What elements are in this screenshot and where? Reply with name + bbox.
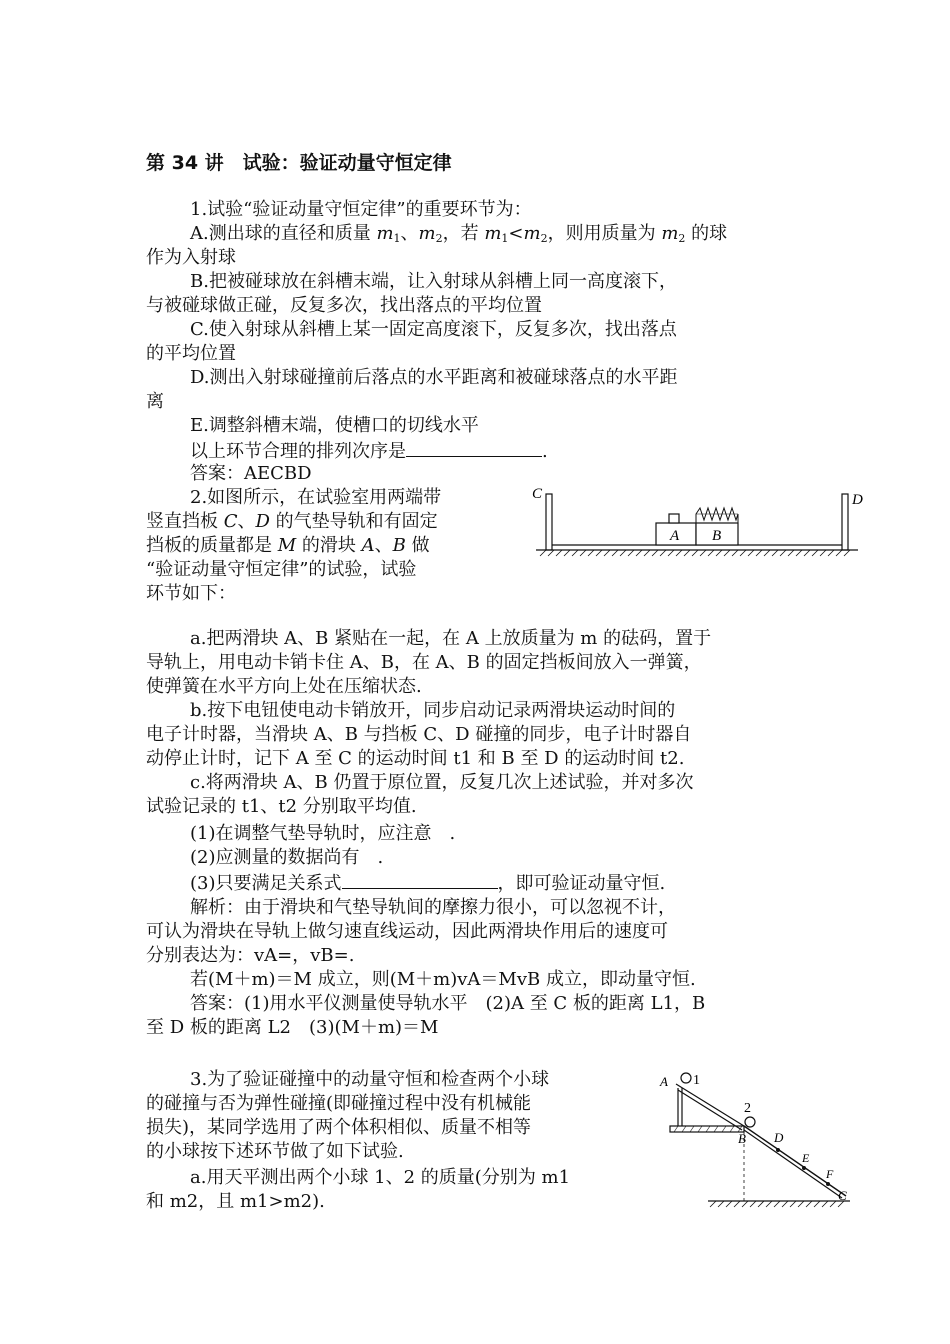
incline-figure bbox=[656, 1068, 856, 1214]
q2-step-c-cont: 试验记录的 t1、t2 分别取平均值. bbox=[146, 796, 417, 817]
q3-stem: 3.为了验证碰撞中的动量守恒和检查两个小球 bbox=[190, 1069, 550, 1090]
q1-option-c: C.使入射球从斜槽上某一固定高度滚下，反复多次，找出落点 bbox=[190, 319, 677, 340]
q3-stem-cont: 的小球按下述环节做了如下试验. bbox=[146, 1141, 404, 1162]
q2-stem-line: 挡板的质量都是 M 的滑块 A、B 做 bbox=[146, 535, 430, 556]
label-e: E bbox=[802, 1151, 810, 1165]
q1-option-d-cont: 离 bbox=[146, 391, 164, 412]
q2-solution: 解析：由于滑块和气垫导轨间的摩擦力很小，可以忽视不计， bbox=[190, 897, 676, 918]
q2-part-1: (1)在调整气垫导轨时，应注意 . bbox=[190, 823, 456, 844]
answer-blank bbox=[406, 438, 542, 457]
q1-answer: 答案：AECBD bbox=[190, 463, 312, 484]
label-b: B bbox=[712, 528, 722, 544]
label-c: C bbox=[838, 1188, 847, 1203]
q2-answer-cont: 至 D 板的距离 L2 (3)(M＋m)＝M bbox=[146, 1017, 439, 1038]
q1-option-c-cont: 的平均位置 bbox=[146, 343, 236, 364]
q3-step-a-cont: 和 m2，且 m1>m2). bbox=[146, 1191, 325, 1212]
q2-step-b-cont: 电子计时器，当滑块 A、B 与挡板 C、D 碰撞的同步，电子计时器自 bbox=[146, 724, 692, 745]
q2-solution-cont: 若(M＋m)＝M 成立，则(M＋m)vA＝MvB 成立，即动量守恒. bbox=[190, 969, 696, 990]
q1-option-d: D.测出入射球碰撞前后落点的水平距离和被碰球落点的水平距 bbox=[190, 367, 678, 388]
q2-part-3: (3)只要满足关系式 ，即可验证动量守恒. bbox=[190, 870, 665, 896]
q2-solution-cont: 可认为滑块在导轨上做匀速直线运动，因此两滑块作用后的速度可 bbox=[146, 921, 668, 942]
label-ball-1: 1 bbox=[693, 1073, 700, 1088]
q2-part-2: (2)应测量的数据尚有 . bbox=[190, 847, 384, 868]
label-b: B bbox=[738, 1131, 746, 1146]
q3-step-a: a.用天平测出两个小球 1、2 的质量(分别为 m1 bbox=[190, 1167, 571, 1188]
q2-stem-line: 2.如图所示，在试验室用两端带 bbox=[190, 487, 442, 508]
q1-option-b: B.把被碰球放在斜槽末端，让入射球从斜槽上同一高度滚下， bbox=[190, 271, 677, 292]
label-d: D bbox=[774, 1130, 784, 1145]
answer-blank bbox=[342, 870, 498, 889]
q2-step-b: b.按下电钮使电动卡销放开，同步启动记录两滑块运动时间的 bbox=[190, 700, 676, 721]
q2-step-c: c.将两滑块 A、B 仍置于原位置，反复几次上述试验，并对多次 bbox=[190, 772, 694, 793]
q2-answer: 答案：(1)用水平仪测量使导轨水平 (2)A 至 C 板的距离 L1，B bbox=[190, 993, 706, 1014]
label-a: A bbox=[660, 1074, 668, 1089]
q2-step-b-cont: 动停止计时，记下 A 至 C 的运动时间 t1 和 B 至 D 的运动时间 t2. bbox=[146, 748, 685, 769]
q1-order-question: 以上环节合理的排列次序是 . bbox=[190, 438, 548, 464]
air-track-figure bbox=[528, 482, 868, 564]
q1-option-a-cont: 作为入射球 bbox=[146, 247, 236, 268]
q1-option-b-cont: 与被碰球做正碰，反复多次，找出落点的平均位置 bbox=[146, 295, 542, 316]
q2-stem-line: “验证动量守恒定律”的试验，试验 bbox=[146, 559, 417, 580]
q2-solution-cont: 分别表达为：vA=，vB=. bbox=[146, 945, 355, 966]
label-d: D bbox=[852, 492, 863, 508]
label-ball-2: 2 bbox=[744, 1101, 751, 1116]
page-title: 第 34 讲 试验：验证动量守恒定律 bbox=[146, 152, 452, 174]
q2-stem-line: 环节如下： bbox=[146, 583, 236, 604]
q2-stem-line: 竖直挡板 C、D 的气垫导轨和有固定 bbox=[146, 511, 438, 532]
q3-stem-cont: 损失)，某同学选用了两个体积相似、质量不相等 bbox=[146, 1117, 532, 1138]
q1-option-a: A.测出球的直径和质量 $m_1$、$m_2$，若 $m_1<m_2$，则用质量为 $m_2$ 的球 bbox=[190, 223, 728, 245]
q2-step-a-cont: 导轨上，用电动卡销卡住 A、B，在 A、B 的固定挡板间放入一弹簧， bbox=[146, 652, 702, 673]
label-f: F bbox=[826, 1167, 834, 1181]
label-c: C bbox=[532, 486, 543, 502]
label-a: A bbox=[670, 528, 680, 544]
q2-step-a-cont: 使弹簧在水平方向上处在压缩状态. bbox=[146, 676, 422, 697]
q1-option-e: E.调整斜槽末端，使槽口的切线水平 bbox=[190, 415, 479, 436]
q1-stem: 1.试验“验证动量守恒定律”的重要环节为： bbox=[190, 199, 532, 220]
q3-stem-cont: 的碰撞与否为弹性碰撞(即碰撞过程中没有机械能 bbox=[146, 1093, 532, 1114]
q2-step-a: a.把两滑块 A、B 紧贴在一起，在 A 上放质量为 m 的砝码，置于 bbox=[190, 628, 712, 649]
